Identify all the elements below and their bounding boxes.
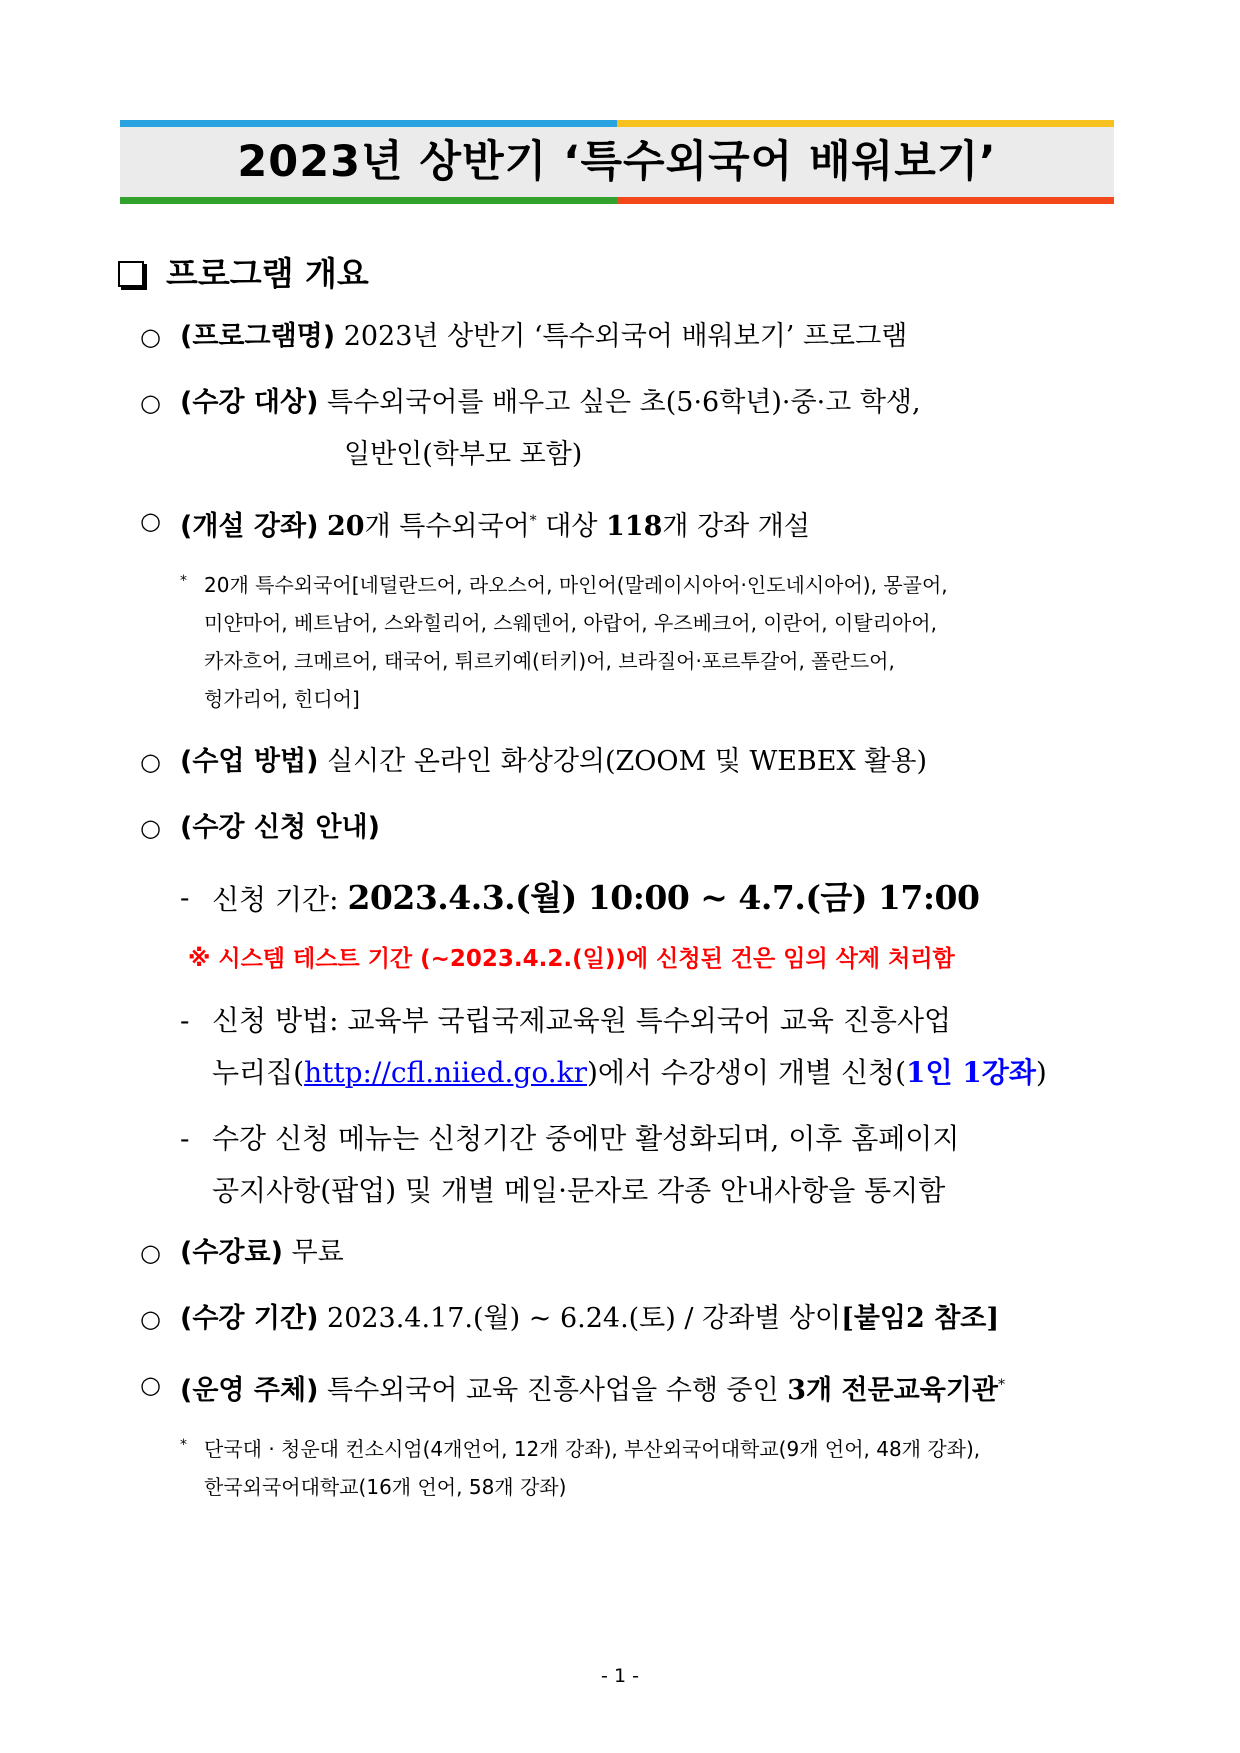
niied-website-link[interactable]: http://cfl.niied.go.kr (304, 1056, 587, 1089)
item-label: (수강 기간) (180, 1303, 319, 1334)
circle-bullet-icon: ○ (140, 1371, 161, 1399)
banner-bar-bottom-left (120, 197, 617, 204)
circle-bullet-icon: ○ (140, 814, 161, 842)
menu-line: 공지사항(팝업) 및 개별 메일·문자로 각종 안내사항을 통지함 (212, 1174, 946, 1207)
dash-bullet: - (180, 1122, 190, 1155)
footnote-star: * (180, 1437, 187, 1453)
warning-notice: ※ 시스템 테스트 기간 (~2023.4.2.(일))에 신청된 건은 임의 삭제 처리함 (188, 946, 955, 972)
item-text: 일반인(학부모 포함) (344, 439, 583, 470)
item-label: (개설 강좌) (180, 511, 319, 542)
banner-bar-bottom-right (617, 197, 1114, 204)
course-count: 118 (606, 511, 663, 542)
footnote-mark: * (529, 513, 537, 529)
circle-bullet-icon: ○ (140, 1305, 161, 1333)
circle-bullet-icon: ○ (140, 748, 161, 776)
method-text: ) (1035, 1056, 1047, 1089)
circle-bullet-icon: ○ (140, 507, 161, 535)
item-text: 대상 (536, 511, 607, 542)
item-target-line2 (344, 435, 1044, 475)
method-text: 누리집( (212, 1056, 305, 1089)
item-text: 2023년 상반기 ‘특수외국어 배워보기’ 프로그램 (343, 321, 908, 352)
course-language-count: 20 (327, 511, 365, 542)
courses-footnote (180, 566, 1130, 718)
item-text: 특수외국어를 배우고 싶은 초(5·6학년)·중·고 학생, (327, 387, 921, 418)
method-limit: 1인 1강좌 (906, 1056, 1036, 1089)
page-title: 2023년 상반기 ‘특수외국어 배워보기’ (237, 137, 997, 187)
footnote-mark: * (998, 1377, 1006, 1393)
circle-bullet-icon: ○ (140, 1239, 161, 1267)
item-label: (수강 신청 안내) (180, 812, 380, 843)
dash-bullet: - (180, 881, 190, 914)
operator-footnote (180, 1430, 1130, 1506)
footnote-line: 단국대 · 청운대 컨소시엄(4개언어, 12개 강좌), 부산외국어대학교(9개 언어, 48개 강좌), (204, 1437, 981, 1461)
checkbox-square-icon (118, 261, 144, 287)
footnote-star: * (180, 573, 187, 589)
title-banner (120, 120, 1114, 204)
page-number: - 1 - (601, 1665, 639, 1687)
item-label: (수강 대상) (180, 387, 319, 418)
application-menu-notice (180, 1113, 1130, 1217)
footnote-line: 한국외국어대학교(16개 언어, 58개 강좌) (204, 1475, 567, 1499)
section-heading-text: 프로그램 개요 (166, 254, 369, 293)
item-label: (수업 방법) (180, 746, 319, 777)
dash-bullet: - (180, 1004, 190, 1037)
footnote-line: 헝가리어, 힌디어] (204, 687, 360, 711)
footnote-line: 미얀마어, 베트남어, 스와힐리어, 스웨덴어, 아랍어, 우즈베크어, 이란어, 이탈리아어, (204, 611, 937, 635)
footnote-line: 카자흐어, 크메르어, 태국어, 튀르키예(터키)어, 브라질어·포르투갈어, 폴란드어, (204, 649, 895, 673)
item-text: 실시간 온라인 화상강의(ZOOM 및 WEBEX 활용) (327, 746, 927, 777)
method-line: 신청 방법: 교육부 국립국제교육원 특수외국어 교육 진흥사업 (212, 1004, 952, 1037)
footnote-line: 20개 특수외국어[네덜란드어, 라오스어, 마인어(말레이시아어·인도네시아어), 몽골어, (204, 573, 948, 597)
banner-bar-top-left (120, 120, 617, 127)
application-method (180, 995, 1130, 1099)
item-label: (프로그램명) (180, 321, 336, 352)
institution-count: 3개 전문교육기관 (787, 1375, 999, 1406)
item-text: 무료 (291, 1237, 344, 1268)
period-label: 신청 기간: (212, 883, 339, 916)
section-heading (118, 252, 369, 296)
item-text: 개 특수외국어 (364, 511, 530, 542)
circle-bullet-icon: ○ (140, 389, 161, 417)
item-label: (수강료) (180, 1237, 283, 1268)
item-label: (운영 주체) (180, 1375, 319, 1406)
menu-line: 수강 신청 메뉴는 신청기간 중에만 활성화되며, 이후 홈페이지 (212, 1122, 960, 1155)
item-text: 2023.4.17.(월) ~ 6.24.(토) / 강좌별 상이 (327, 1303, 842, 1334)
banner-bar-top-right (617, 120, 1114, 127)
application-period (180, 872, 1130, 926)
circle-bullet-icon: ○ (140, 323, 161, 351)
item-text: 개 강좌 개설 (662, 511, 810, 542)
method-text: )에서 수강생이 개별 신청( (586, 1056, 907, 1089)
period-value: 2023.4.3.(월) 10:00 ~ 4.7.(금) 17:00 (347, 878, 980, 917)
appendix-reference: [붙임2 참조] (841, 1303, 1000, 1334)
item-text: 특수외국어 교육 진흥사업을 수행 중인 (327, 1375, 788, 1406)
